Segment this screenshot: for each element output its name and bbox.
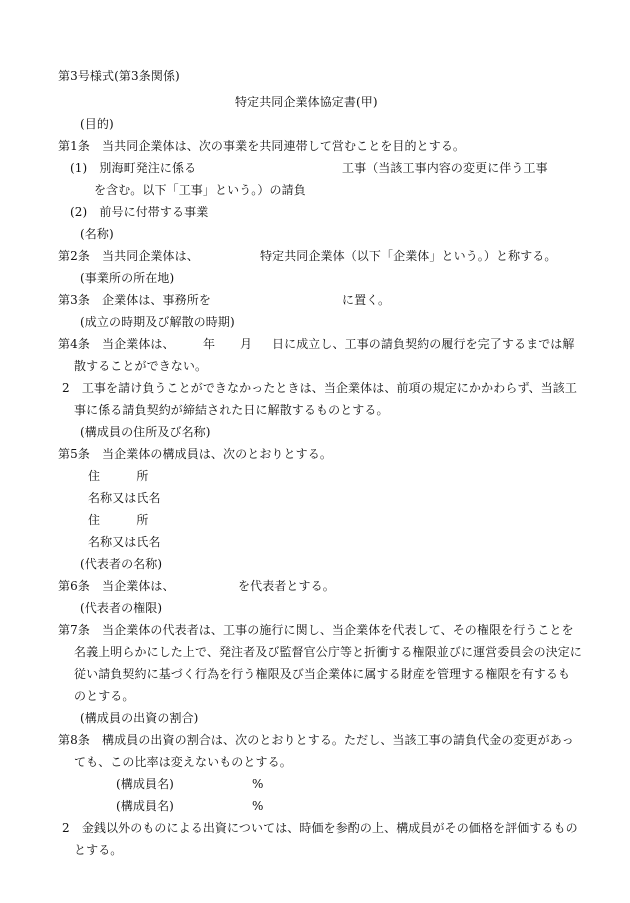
member-2-contribution-label: (構成員名) (116, 799, 174, 813)
article-6-end: を代表者とする。 (238, 579, 335, 593)
article-4-month: 月 (240, 337, 253, 351)
heading-purpose: (目的) (80, 117, 114, 131)
article-1-item-1-end: 工事（当該工事内容の変更に伴う工事 (342, 161, 548, 175)
form-label: 第3号様式(第3条関係) (58, 69, 180, 83)
member-2-percent: % (252, 799, 264, 813)
article-2-start: 第2条 当共同企業体は、 (58, 249, 199, 263)
article-4-end: 日に成立し、工事の請負契約の履行を完了するまでは解 (272, 337, 575, 351)
article-8-paragraph-2-continuation: とする。 (74, 843, 123, 857)
article-4-year: 年 (203, 337, 216, 351)
article-1-item-1-continuation: を含む。以下「工事」という。）の請負 (94, 183, 306, 197)
article-6-start: 第6条 当企業体は、 (58, 579, 175, 593)
member-1-contribution-label: (構成員名) (116, 777, 174, 791)
article-8-paragraph-2: 2 金銭以外のものによる出資については、時価を参酌の上、構成員がその価格を評価するもの (62, 821, 578, 835)
article-7-line-1: 第7条 当企業体の代表者は、工事の施行に関し、当企業体を代表して、その権限を行うことを (58, 623, 574, 637)
document-title: 特定共同企業体協定書(甲) (235, 95, 378, 109)
heading-office-location: (事業所の所在地) (80, 271, 175, 285)
article-1-item-2: (2) 前号に付帯する事業 (70, 205, 209, 219)
article-4-continuation: 散することができない。 (74, 359, 208, 373)
article-1: 第1条 当共同企業体は、次の事業を共同連帯して営むことを目的とする。 (58, 139, 466, 153)
article-3-end: に置く。 (342, 293, 391, 307)
article-2-end: 特定共同企業体（以下「企業体」という。）と称する。 (260, 249, 557, 263)
article-7-line-2: 名義上明らかにした上で、発注者及び監督官公庁等と折衝する権限並びに運営委員会の決定に (74, 645, 582, 659)
member-1-address-label: 住 所 (88, 469, 149, 483)
article-4-start: 第4条 当企業体は、 (58, 337, 175, 351)
heading-representative-name: (代表者の名称) (80, 557, 163, 571)
article-8-line-2: ても、この比率は変えないものとする。 (74, 755, 292, 769)
heading-formation-dissolution: (成立の時期及び解散の時期) (80, 315, 235, 329)
member-2-name-label: 名称又は氏名 (88, 535, 161, 549)
article-3-start: 第3条 企業体は、事務所を (58, 293, 211, 307)
article-5: 第5条 当企業体の構成員は、次のとおりとする。 (58, 447, 332, 461)
heading-representative-authority: (代表者の権限) (80, 601, 163, 615)
member-1-name-label: 名称又は氏名 (88, 491, 161, 505)
heading-name: (名称) (80, 227, 114, 241)
article-7-line-3: 従い請負契約に基づく行為を行う権限及び当企業体に属する財産を管理する権限を有するも (74, 667, 571, 681)
article-4-paragraph-2-continuation: 事に係る請負契約が締結された日に解散するものとする。 (74, 403, 389, 417)
article-7-line-4: のとする。 (74, 689, 135, 703)
article-4-paragraph-2: 2 工事を請け負うことができなかったときは、当企業体は、前項の規定にかかわらず、当該工 (62, 381, 577, 395)
article-1-item-1-start: (1) 別海町発注に係る (70, 161, 197, 175)
heading-members: (構成員の住所及び名称) (80, 425, 211, 439)
member-1-percent: % (252, 777, 264, 791)
member-2-address-label: 住 所 (88, 513, 149, 527)
article-8-line-1: 第8条 構成員の出資の割合は、次のとおりとする。ただし、当該工事の請負代金の変更があっ (58, 733, 574, 747)
heading-contribution-ratio: (構成員の出資の割合) (80, 711, 199, 725)
